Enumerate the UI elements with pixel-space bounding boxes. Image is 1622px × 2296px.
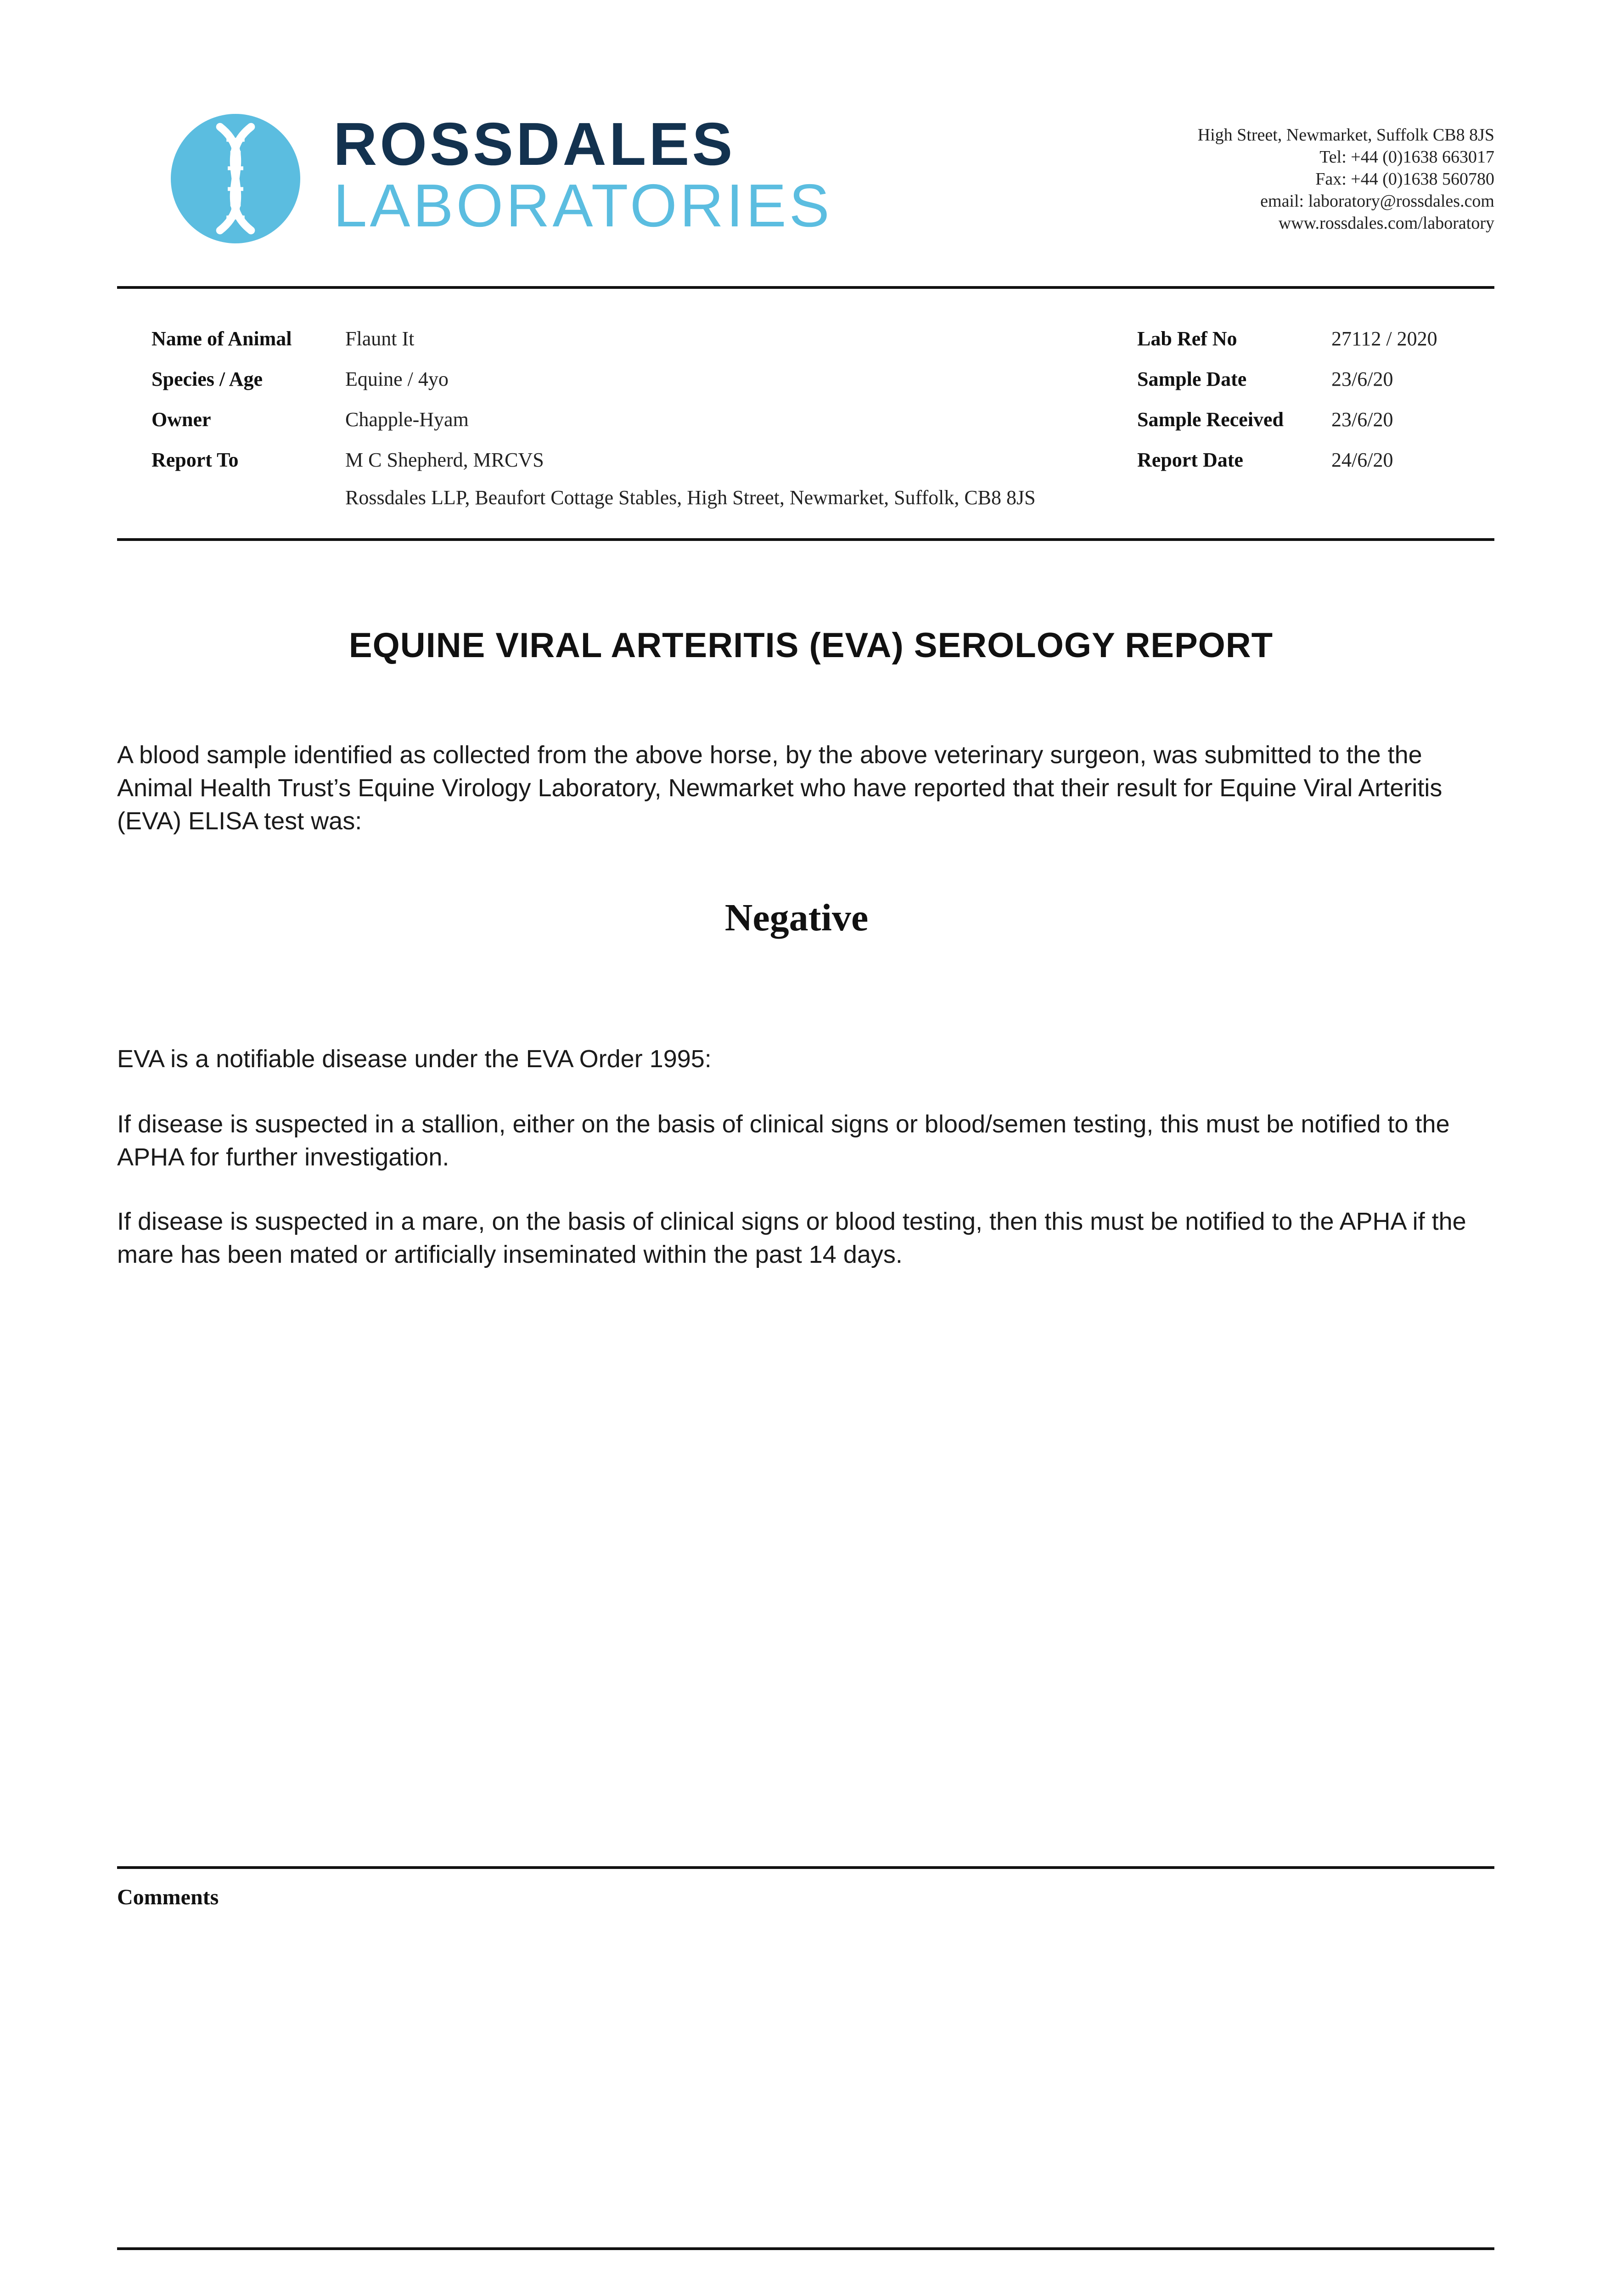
sample-date-value: 23/6/20 (1331, 368, 1393, 390)
sample-date-label: Sample Date (1137, 368, 1247, 390)
address-tel: Tel: +44 (0)1638 663017 (1319, 147, 1494, 167)
owner-value: Chapple-Hyam (345, 408, 469, 431)
sample-received-value: 23/6/20 (1331, 408, 1393, 431)
address-street: High Street, Newmarket, Suffolk CB8 8JS (1197, 125, 1494, 145)
report-date-label: Report Date (1137, 449, 1243, 471)
test-result: Negative (724, 896, 869, 939)
name-of-animal-value: Flaunt It (345, 327, 415, 350)
report-title: EQUINE VIRAL ARTERITIS (EVA) SEROLOGY REPORT (348, 626, 1274, 665)
report-to-value: M C Shepherd, MRCVS (345, 449, 544, 471)
intro-paragraph: A blood sample identified as collected from the above horse, by the above veterinary surgeon, was submitted to the the Animal Health Trust’s Equine Virology Laboratory, Newmarket who have reported that their result for Equine Viral Arteritis (EVA) ELISA test was: (117, 741, 1442, 835)
dna-helix-icon (171, 114, 300, 243)
name-of-animal-label: Name of Animal (152, 327, 292, 350)
divider-details (117, 538, 1494, 541)
lab-address (1198, 124, 1494, 234)
divider-bottom (117, 2247, 1494, 2250)
mare-note: If disease is suspected in a mare, on the basis of clinical signs or blood testing, then this must be notified to the APHA if the mare has been mated or artificially inseminated within the past 14 days. (117, 1208, 1466, 1268)
divider-comments (117, 1866, 1494, 1869)
stallion-note: If disease is suspected in a stallion, either on the basis of clinical signs or blood/semen testing, this must be notified to the APHA for further investigation. (117, 1110, 1450, 1171)
brand-name-line1: ROSSDALES (333, 110, 735, 178)
address-email: email: laboratory@rossdales.com (1260, 191, 1494, 211)
address-fax: Fax: +44 (0)1638 560780 (1315, 169, 1494, 189)
report-date-value: 24/6/20 (1331, 449, 1393, 471)
report-to-label: Report To (152, 449, 239, 471)
report-to-address: Rossdales LLP, Beaufort Cottage Stables, High Street, Newmarket, Suffolk, CB8 8JS (345, 486, 1036, 509)
species-age-value: Equine / 4yo (345, 368, 449, 390)
sample-received-label: Sample Received (1137, 408, 1284, 431)
notifiable-notice: EVA is a notifiable disease under the EVA Order 1995: (117, 1045, 712, 1073)
lab-ref-label: Lab Ref No (1137, 327, 1237, 350)
owner-label: Owner (152, 408, 211, 431)
address-web: www.rossdales.com/laboratory (1278, 214, 1494, 233)
species-age-label: Species / Age (152, 368, 263, 390)
comments-label: Comments (117, 1885, 219, 1909)
divider-top (117, 286, 1494, 289)
lab-ref-value: 27112 / 2020 (1331, 327, 1437, 350)
brand-name-line2: LABORATORIES (333, 172, 832, 239)
